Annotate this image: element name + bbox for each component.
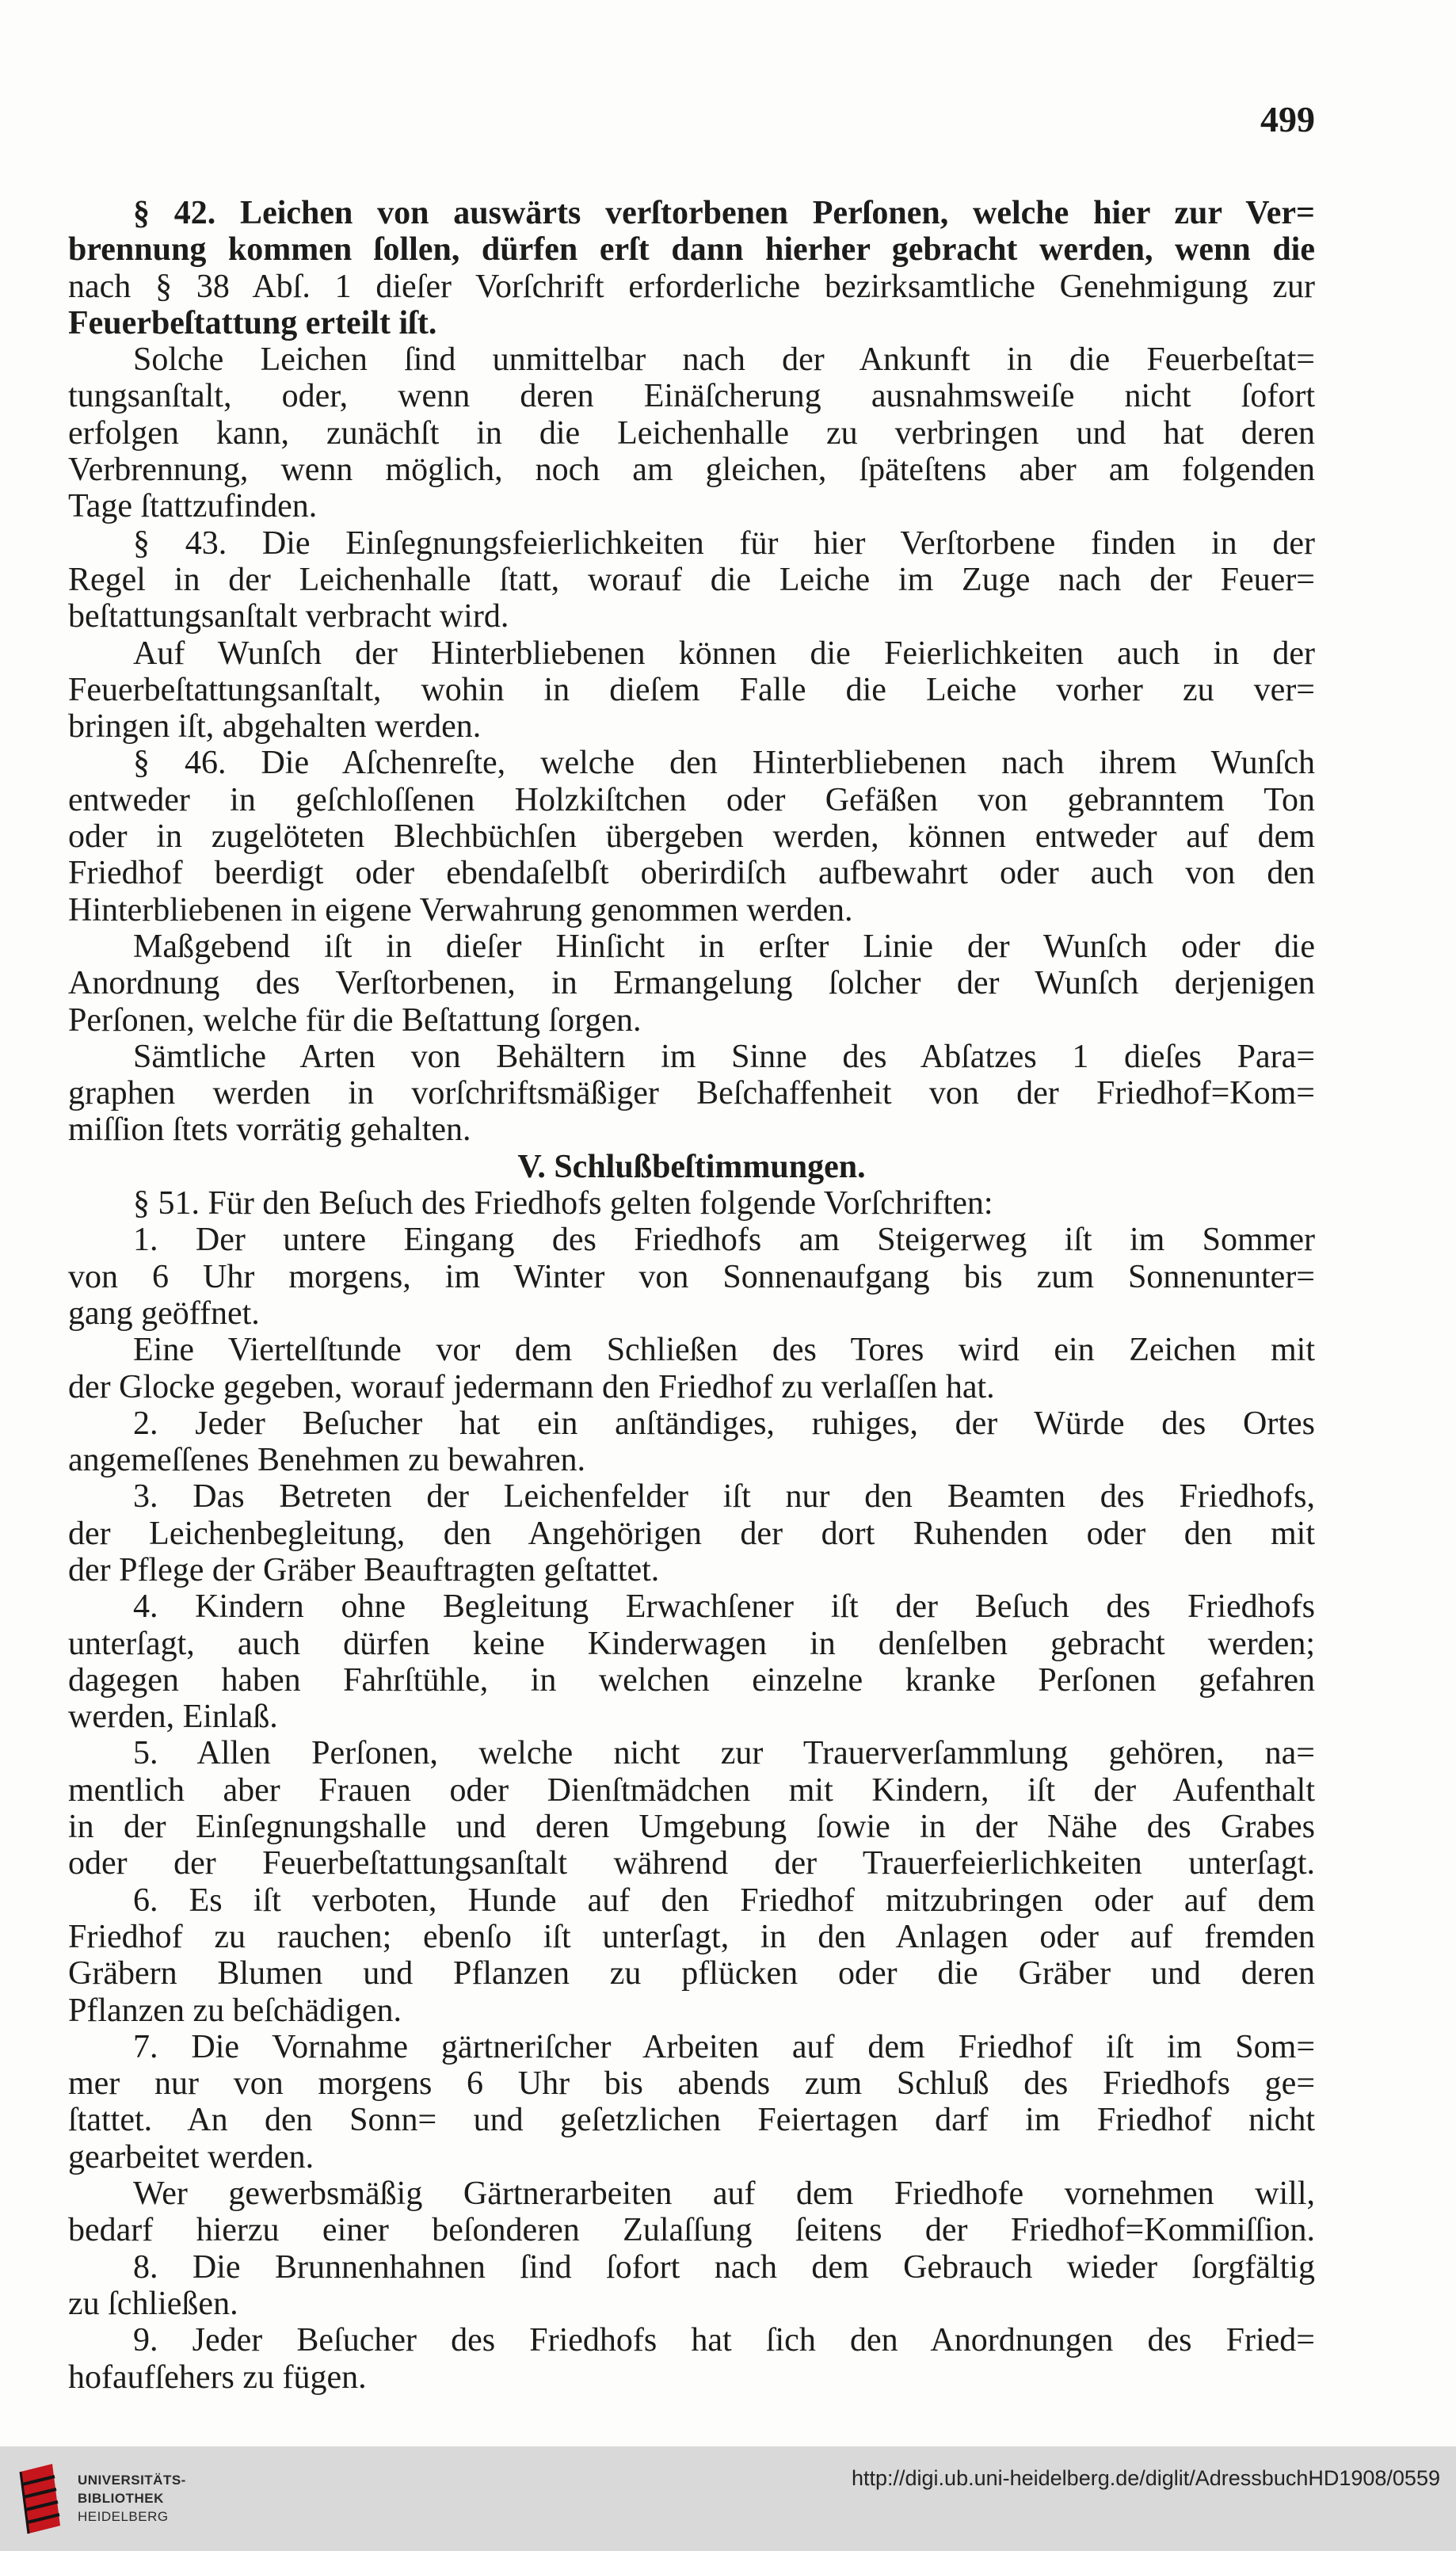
text-line: Tage ſtattzufinden. xyxy=(68,488,318,525)
text-line: gearbeitet werden. xyxy=(68,2138,314,2175)
rule-item-9 xyxy=(68,2322,1315,2396)
text-line: brennung kommen ſollen, dürfen erſt dann hierher gebracht werden, wenn die xyxy=(68,231,1315,269)
rule-item-4 xyxy=(68,1588,1315,1735)
library-name xyxy=(78,2471,186,2526)
source-url: http://digi.ub.uni-heidelberg.de/diglit/AdressbuchHD1908/0559 xyxy=(851,2466,1440,2490)
text-line: hofaufſehers zu fügen. xyxy=(68,2358,367,2396)
text-line: dagegen haben Fahrſtühle, in welchen einzelne kranke Perſonen gefahren xyxy=(68,1661,1315,1699)
text-line: erfolgen kann, zunächſt in die Leichenhalle zu verbringen und hat deren xyxy=(68,414,1315,452)
rule-item-7 xyxy=(68,2029,1315,2175)
text-line: Feuerbeſtattung erteilt iſt. xyxy=(68,304,437,341)
text-line: Friedhof beerdigt oder ebendaſelbſt oberirdiſch aufbewahrt oder auch von den xyxy=(68,855,1315,892)
text-line: 3. Das Betreten der Leichenfelder iſt nur den Beamten des Friedhofs, xyxy=(133,1478,1315,1516)
document-text xyxy=(68,195,1315,2396)
text-line: § 46. Die Aſchenreſte, welche den Hinterbliebenen nach ihrem Wunſch xyxy=(133,745,1315,782)
text-line: entweder in geſchloſſenen Holzkiſtchen oder Gefäßen von gebranntem Ton xyxy=(68,781,1315,818)
text-line: bedarf hierzu einer beſonderen Zulaſſung ſeitens der Friedhof=Kommiſſion. xyxy=(68,2212,1315,2249)
text-line: zu ſchließen. xyxy=(68,2285,238,2322)
text-line: Solche Leichen ſind unmittelbar nach der Ankunft in die Feuerbeſtat= xyxy=(133,341,1315,379)
text-line: Feuerbeſtattungsanſtalt, wohin in dieſem Falle die Leiche vorher zu ver= xyxy=(68,671,1315,708)
text-line: der Leichenbegleitung, den Angehörigen der dort Ruhenden oder den mit xyxy=(68,1515,1315,1552)
text-line: Gräbern Blumen und Pflanzen zu pflücken oder die Gräber und deren xyxy=(68,1955,1315,1992)
text-line: unterſagt, auch dürfen keine Kinderwagen in denſelben gebracht werden; xyxy=(68,1625,1315,1662)
text-line: tungsanſtalt, oder, wenn deren Einäſcherung ausnahmsweiſe nicht ſofort xyxy=(68,378,1315,415)
text-line: 1. Der untere Eingang des Friedhofs am Steigerweg iſt im Sommer xyxy=(133,1222,1315,1259)
text-line: in der Einſegnungshalle und deren Umgebung ſowie in der Nähe des Grabes xyxy=(68,1809,1315,1846)
text-line: Pflanzen zu beſchädigen. xyxy=(68,1992,402,2029)
text-line: oder in zugelöteten Blechbüchſen übergeben werden, können entweder auf dem xyxy=(68,818,1315,856)
text-line: werden, Einlaß. xyxy=(68,1699,278,1736)
library-name-line: BIBLIOTHEK xyxy=(78,2491,164,2506)
rule-item-1 xyxy=(68,1222,1315,1332)
text-line: Friedhof zu rauchen; ebenſo iſt unterſagt, in den Anlagen oder auf fremden xyxy=(68,1918,1315,1955)
paragraph-section-42 xyxy=(68,195,1315,341)
text-line: mentlich aber Frauen oder Dienſtmädchen mit Kindern, iſt der Aufenthalt xyxy=(68,1771,1315,1809)
text-line: bringen iſt, abgehalten werden. xyxy=(68,708,482,745)
text-line: oder der Feuerbeſtattungsanſtalt während der Trauerfeierlichkeiten unterſagt. xyxy=(68,1845,1315,1882)
text-line: mer nur von morgens 6 Uhr bis abends zum Schluß des Friedhofs ge= xyxy=(68,2065,1315,2103)
text-line: Anordnung des Verſtorbenen, in Ermangelung ſolcher der Wunſch derjenigen xyxy=(68,965,1315,1002)
text-line: § 42. Leichen von auswärts verſtorbenen Perſonen, welche hier zur Ver= xyxy=(133,195,1315,231)
text-line: 4. Kindern ohne Begleitung Erwachſener iſt der Beſuch des Friedhofs xyxy=(133,1588,1315,1626)
text-line: miſſion ſtets vorrätig gehalten. xyxy=(68,1112,471,1149)
library-name-line: UNIVERSITÄTS- xyxy=(78,2473,186,2488)
text-line: 9. Jeder Beſucher des Friedhofs hat ſich den Anordnungen des Fried= xyxy=(133,2322,1315,2359)
text-line: gang geöffnet. xyxy=(68,1295,260,1332)
text-line: 7. Die Vornahme gärtneriſcher Arbeiten auf dem Friedhof iſt im Som= xyxy=(133,2028,1315,2065)
rule-item-2 xyxy=(68,1405,1315,1479)
text-line: Hinterbliebenen in eigene Verwahrung genommen werden. xyxy=(68,891,853,929)
paragraph xyxy=(68,1332,1315,1405)
text-line: von 6 Uhr morgens, im Winter von Sonnenaufgang bis zum Sonnenunter= xyxy=(68,1258,1315,1295)
rule-item-6 xyxy=(68,1882,1315,2029)
library-logo-icon xyxy=(13,2461,68,2537)
paragraph-section-43 xyxy=(68,525,1315,635)
rule-item-5 xyxy=(68,1735,1315,1882)
text-line: Regel in der Leichenhalle ſtatt, worauf die Leiche im Zuge nach der Feuer= xyxy=(68,561,1315,598)
text-line: der Glocke gegeben, worauf jedermann den Friedhof zu verlaſſen hat. xyxy=(68,1368,995,1405)
text-line: Wer gewerbsmäßig Gärtnerarbeiten auf dem Friedhofe vornehmen will, xyxy=(133,2175,1315,2213)
text-line: der Pflege der Gräber Beauftragten geſtattet. xyxy=(68,1551,660,1588)
text-line: Maßgebend iſt in dieſer Hinſicht in erſter Linie der Wunſch oder die xyxy=(133,928,1315,965)
text-line: beſtattungsanſtalt verbracht wird. xyxy=(68,598,509,635)
library-name-line: HEIDELBERG xyxy=(78,2509,169,2524)
text-line: nach § 38 Abſ. 1 dieſer Vorſchrift erforderliche bezirksamtliche Genehmigung zur xyxy=(68,268,1315,305)
text-line: Verbrennung, wenn möglich, noch am gleichen, ſpäteſtens aber am folgenden xyxy=(68,452,1315,489)
paragraph-section-51 xyxy=(68,1185,1315,1222)
text-line: 6. Es iſt verboten, Hunde auf den Friedhof mitzubringen oder auf dem xyxy=(133,1882,1315,1919)
text-line: § 43. Die Einſegnungsfeierlichkeiten für hier Verſtorbene finden in der xyxy=(133,524,1315,562)
paragraph xyxy=(68,635,1315,745)
text-line: Eine Viertelſtunde vor dem Schließen des Tores wird ein Zeichen mit xyxy=(133,1332,1315,1369)
paragraph xyxy=(68,341,1315,524)
text-line: graphen werden in vorſchriftsmäßiger Beſchaffenheit von der Friedhof=Kom= xyxy=(68,1075,1315,1112)
text-line: 5. Allen Perſonen, welche nicht zur Trauerverſammlung gehören, na= xyxy=(133,1735,1315,1772)
text-line: Perſonen, welche für die Beſtattung ſorgen. xyxy=(68,1001,642,1039)
text-line: ſtattet. An den Sonn= und geſetzlichen Feiertagen darf im Friedhof nicht xyxy=(68,2102,1315,2139)
section-heading: V. Schlußbeſtimmungen. xyxy=(517,1148,866,1185)
footer-bar xyxy=(0,2446,1456,2551)
text-line: § 51. Für den Beſuch des Friedhofs gelten folgende Vorſchriften: xyxy=(133,1185,993,1222)
text-line: angemeſſenes Benehmen zu bewahren. xyxy=(68,1442,586,1479)
paragraph xyxy=(68,2175,1315,2249)
paragraph-section-46 xyxy=(68,745,1315,928)
text-line: Sämtliche Arten von Behältern im Sinne des Abſatzes 1 dieſes Para= xyxy=(133,1038,1315,1075)
text-line: 2. Jeder Beſucher hat ein anſtändiges, ruhiges, der Würde des Ortes xyxy=(133,1405,1315,1442)
text-line: Auf Wunſch der Hinterbliebenen können die Feierlichkeiten auch in der xyxy=(133,635,1315,672)
paragraph xyxy=(68,929,1315,1039)
paragraph xyxy=(68,1039,1315,1149)
rule-item-8 xyxy=(68,2249,1315,2323)
page-number: 499 xyxy=(1260,99,1315,139)
text-line: 8. Die Brunnenhahnen ſind ſofort nach dem Gebrauch wieder ſorgfältig xyxy=(133,2248,1315,2286)
rule-item-3 xyxy=(68,1478,1315,1588)
